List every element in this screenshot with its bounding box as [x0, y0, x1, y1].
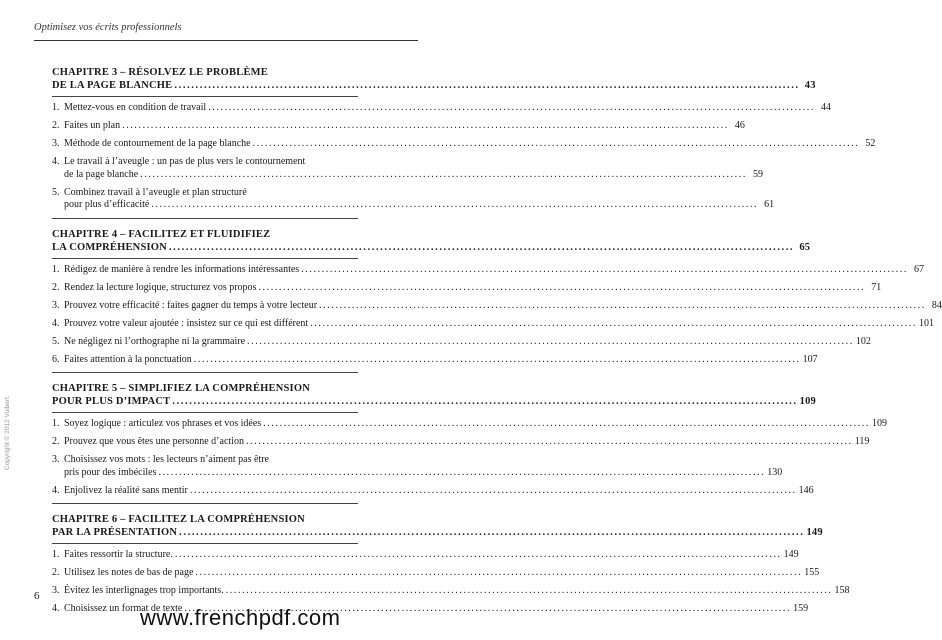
- entry-text: Prouvez que vous êtes une personne d’action: [64, 436, 244, 447]
- toc-entry: [52, 549, 799, 562]
- entry-text: Faites un plan: [64, 120, 121, 131]
- entry-page-number: 46: [734, 120, 745, 131]
- toc-chapter: [52, 66, 876, 219]
- toc-entry: [52, 263, 924, 277]
- entry-text: pris pour des imbéciles: [64, 466, 157, 478]
- entry-text: Méthode de contournement de la page blanche: [64, 138, 251, 149]
- watermark-url: www.frenchpdf.com: [140, 605, 341, 630]
- entry-text: Prouvez votre valeur ajoutée : insistez sur ce qui est différent: [64, 317, 309, 329]
- chapter-title-line: DE LA PAGE BLANCHE: [52, 80, 173, 91]
- chapter-title-line: CHAPITRE 3 – RÉSOLVEZ LE PROBLÈME: [52, 67, 268, 78]
- entry-text: Combinez travail à l’aveugle et plan structuré: [64, 186, 247, 198]
- entry-page-number: 130: [767, 466, 783, 478]
- chapter-title-leader-line: [52, 526, 823, 539]
- entry-number: 1.: [52, 263, 60, 275]
- page-number: 6: [34, 590, 40, 602]
- entry-page-number: 71: [871, 281, 882, 293]
- dot-leader: [226, 585, 833, 598]
- toc-entry: [52, 454, 783, 479]
- chapter-title-line: LA COMPRÉHENSION: [52, 241, 167, 253]
- entry-text: de la page blanche: [64, 168, 139, 180]
- dot-leader: [301, 264, 908, 277]
- dot-leader: [310, 318, 917, 331]
- entry-page-number: 44: [821, 102, 831, 113]
- entry-page-number: 67: [914, 263, 924, 275]
- chapter-page-number: 149: [806, 527, 823, 538]
- dot-leader: [169, 241, 794, 254]
- entry-number: 5.: [52, 186, 60, 198]
- toc-entry: [52, 156, 763, 181]
- entry-number: 2.: [52, 436, 60, 447]
- dot-leader: [258, 282, 865, 295]
- entry-page-number: 61: [764, 199, 775, 210]
- entry-number: 2.: [52, 120, 60, 131]
- chapter-page-number: 65: [799, 241, 811, 253]
- entry-page-number: 59: [752, 168, 763, 180]
- toc-entry: [52, 484, 814, 498]
- dot-leader: [246, 436, 853, 449]
- entry-text: Choisissez un format de texte: [64, 603, 183, 614]
- entry-number: 3.: [52, 454, 60, 465]
- entry-text: Prouvez votre efficacité : faites gagner du temps à votre lecteur: [64, 299, 318, 311]
- dot-leader: [174, 79, 799, 92]
- dot-leader: [208, 102, 815, 115]
- dot-leader: [122, 120, 729, 133]
- entry-text: Rédigez de manière à rendre les informations intéressantes: [64, 263, 300, 275]
- entry-page-number: 102: [855, 335, 871, 347]
- dot-leader: [194, 354, 801, 367]
- entry-number: 1.: [52, 102, 60, 113]
- entry-page-number: 146: [798, 484, 814, 496]
- entry-number: 4.: [52, 603, 60, 614]
- dot-leader: [319, 300, 926, 313]
- dot-leader: [151, 199, 758, 212]
- toc-entry: [52, 567, 820, 580]
- chapter-page-number: 43: [804, 80, 816, 91]
- dot-leader: [158, 467, 765, 480]
- chapter-rule: [52, 258, 358, 259]
- toc-entry: [52, 120, 745, 133]
- chapter-page-number: 109: [799, 396, 816, 407]
- toc-entry: [52, 281, 882, 295]
- chapter-separator: [52, 503, 358, 504]
- entry-page-number: 158: [834, 585, 850, 596]
- toc-entry: [52, 436, 870, 449]
- entry-number: 2.: [52, 281, 60, 293]
- toc-entry: [52, 335, 871, 349]
- side-copyright-notice: Copyright © 2012 Vuibert.: [4, 395, 11, 470]
- entry-text: Le travail à l’aveugle : un pas de plus vers le contournement: [64, 156, 306, 167]
- entry-number: 6.: [52, 353, 60, 365]
- entry-text: Utilisez les notes de bas de page: [64, 567, 194, 578]
- entry-number: 5.: [52, 335, 60, 347]
- chapter-rule: [52, 543, 358, 544]
- entry-text: Mettez-vous en condition de travail: [64, 102, 207, 113]
- chapter-title-leader-line: [52, 395, 816, 408]
- table-of-contents: [52, 66, 942, 625]
- entry-number: 3.: [52, 138, 60, 149]
- chapter-separator: [52, 372, 358, 373]
- chapter-title-leader-line: [52, 79, 816, 92]
- header-rule: [34, 40, 418, 41]
- dot-leader: [253, 138, 860, 151]
- entry-number: 1.: [52, 418, 60, 429]
- entry-page-number: 101: [919, 317, 934, 329]
- toc-entry: [52, 102, 831, 115]
- chapter-title-line: PAR LA PRÉSENTATION: [52, 527, 178, 538]
- dot-leader: [263, 418, 870, 431]
- entry-page-number: 107: [802, 353, 818, 365]
- chapter-title-leader-line: [52, 241, 811, 254]
- entry-page-number: 149: [783, 549, 799, 560]
- chapter-title-line: POUR PLUS D’IMPACT: [52, 396, 171, 407]
- chapter-rule: [52, 96, 358, 97]
- chapter-title-line: CHAPITRE 4 – FACILITEZ ET FLUIDIFIEZ: [52, 228, 271, 240]
- entry-text: Enjolivez la réalité sans mentir: [64, 484, 188, 496]
- entry-number: 4.: [52, 317, 60, 329]
- entry-number: 2.: [52, 567, 60, 578]
- entry-text: Soyez logique : articulez vos phrases et vos idées: [64, 418, 262, 429]
- entry-page-number: 155: [804, 567, 820, 578]
- entry-number: 1.: [52, 549, 60, 560]
- dot-leader: [179, 526, 804, 539]
- dot-leader: [175, 549, 782, 562]
- toc-entry: [52, 418, 887, 431]
- toc-entry: [52, 317, 934, 331]
- chapter-separator: [52, 218, 358, 219]
- dot-leader: [195, 567, 802, 580]
- toc-entry: [52, 186, 775, 212]
- toc-entry: [52, 353, 818, 367]
- dot-leader: [247, 336, 854, 349]
- toc-entry: [52, 138, 876, 151]
- dot-leader: [140, 169, 747, 182]
- toc-chapter: [52, 513, 850, 616]
- chapter-rule: [52, 412, 358, 413]
- entry-page-number: 84: [931, 299, 942, 311]
- dot-leader: [190, 485, 797, 498]
- toc-chapter: [52, 382, 887, 504]
- entry-text: Ne négligez ni l’orthographe ni la grammaire: [64, 335, 246, 347]
- entry-page-number: 52: [865, 138, 876, 149]
- chapter-title-line: CHAPITRE 6 – FACILITEZ LA COMPRÉHENSION: [52, 514, 305, 525]
- entry-number: 3.: [52, 299, 60, 311]
- entry-text: Faites attention à la ponctuation: [64, 353, 192, 365]
- toc-entry: [52, 299, 942, 313]
- entry-page-number: 159: [793, 603, 809, 614]
- entry-text: Rendez la lecture logique, structurez vos propos: [64, 281, 257, 293]
- entry-number: 4.: [52, 156, 60, 167]
- entry-text: Choisissez vos mots : les lecteurs n’aiment pas être: [64, 454, 269, 465]
- entry-text: Faites ressortir la structure.: [64, 549, 173, 560]
- entry-text: Évitez les interlignages trop importants.: [64, 585, 224, 596]
- chapter-title-line: CHAPITRE 5 – SIMPLIFIEZ LA COMPRÉHENSION: [52, 383, 310, 394]
- running-title: Optimisez vos écrits professionnels: [34, 22, 182, 33]
- entry-page-number: 109: [871, 418, 887, 429]
- entry-number: 4.: [52, 484, 60, 496]
- entry-page-number: 119: [854, 436, 870, 447]
- entry-text: pour plus d’efficacité: [64, 199, 150, 210]
- toc-entry: [52, 585, 850, 598]
- toc-chapter: [52, 228, 942, 374]
- dot-leader: [172, 395, 797, 408]
- entry-number: 3.: [52, 585, 60, 596]
